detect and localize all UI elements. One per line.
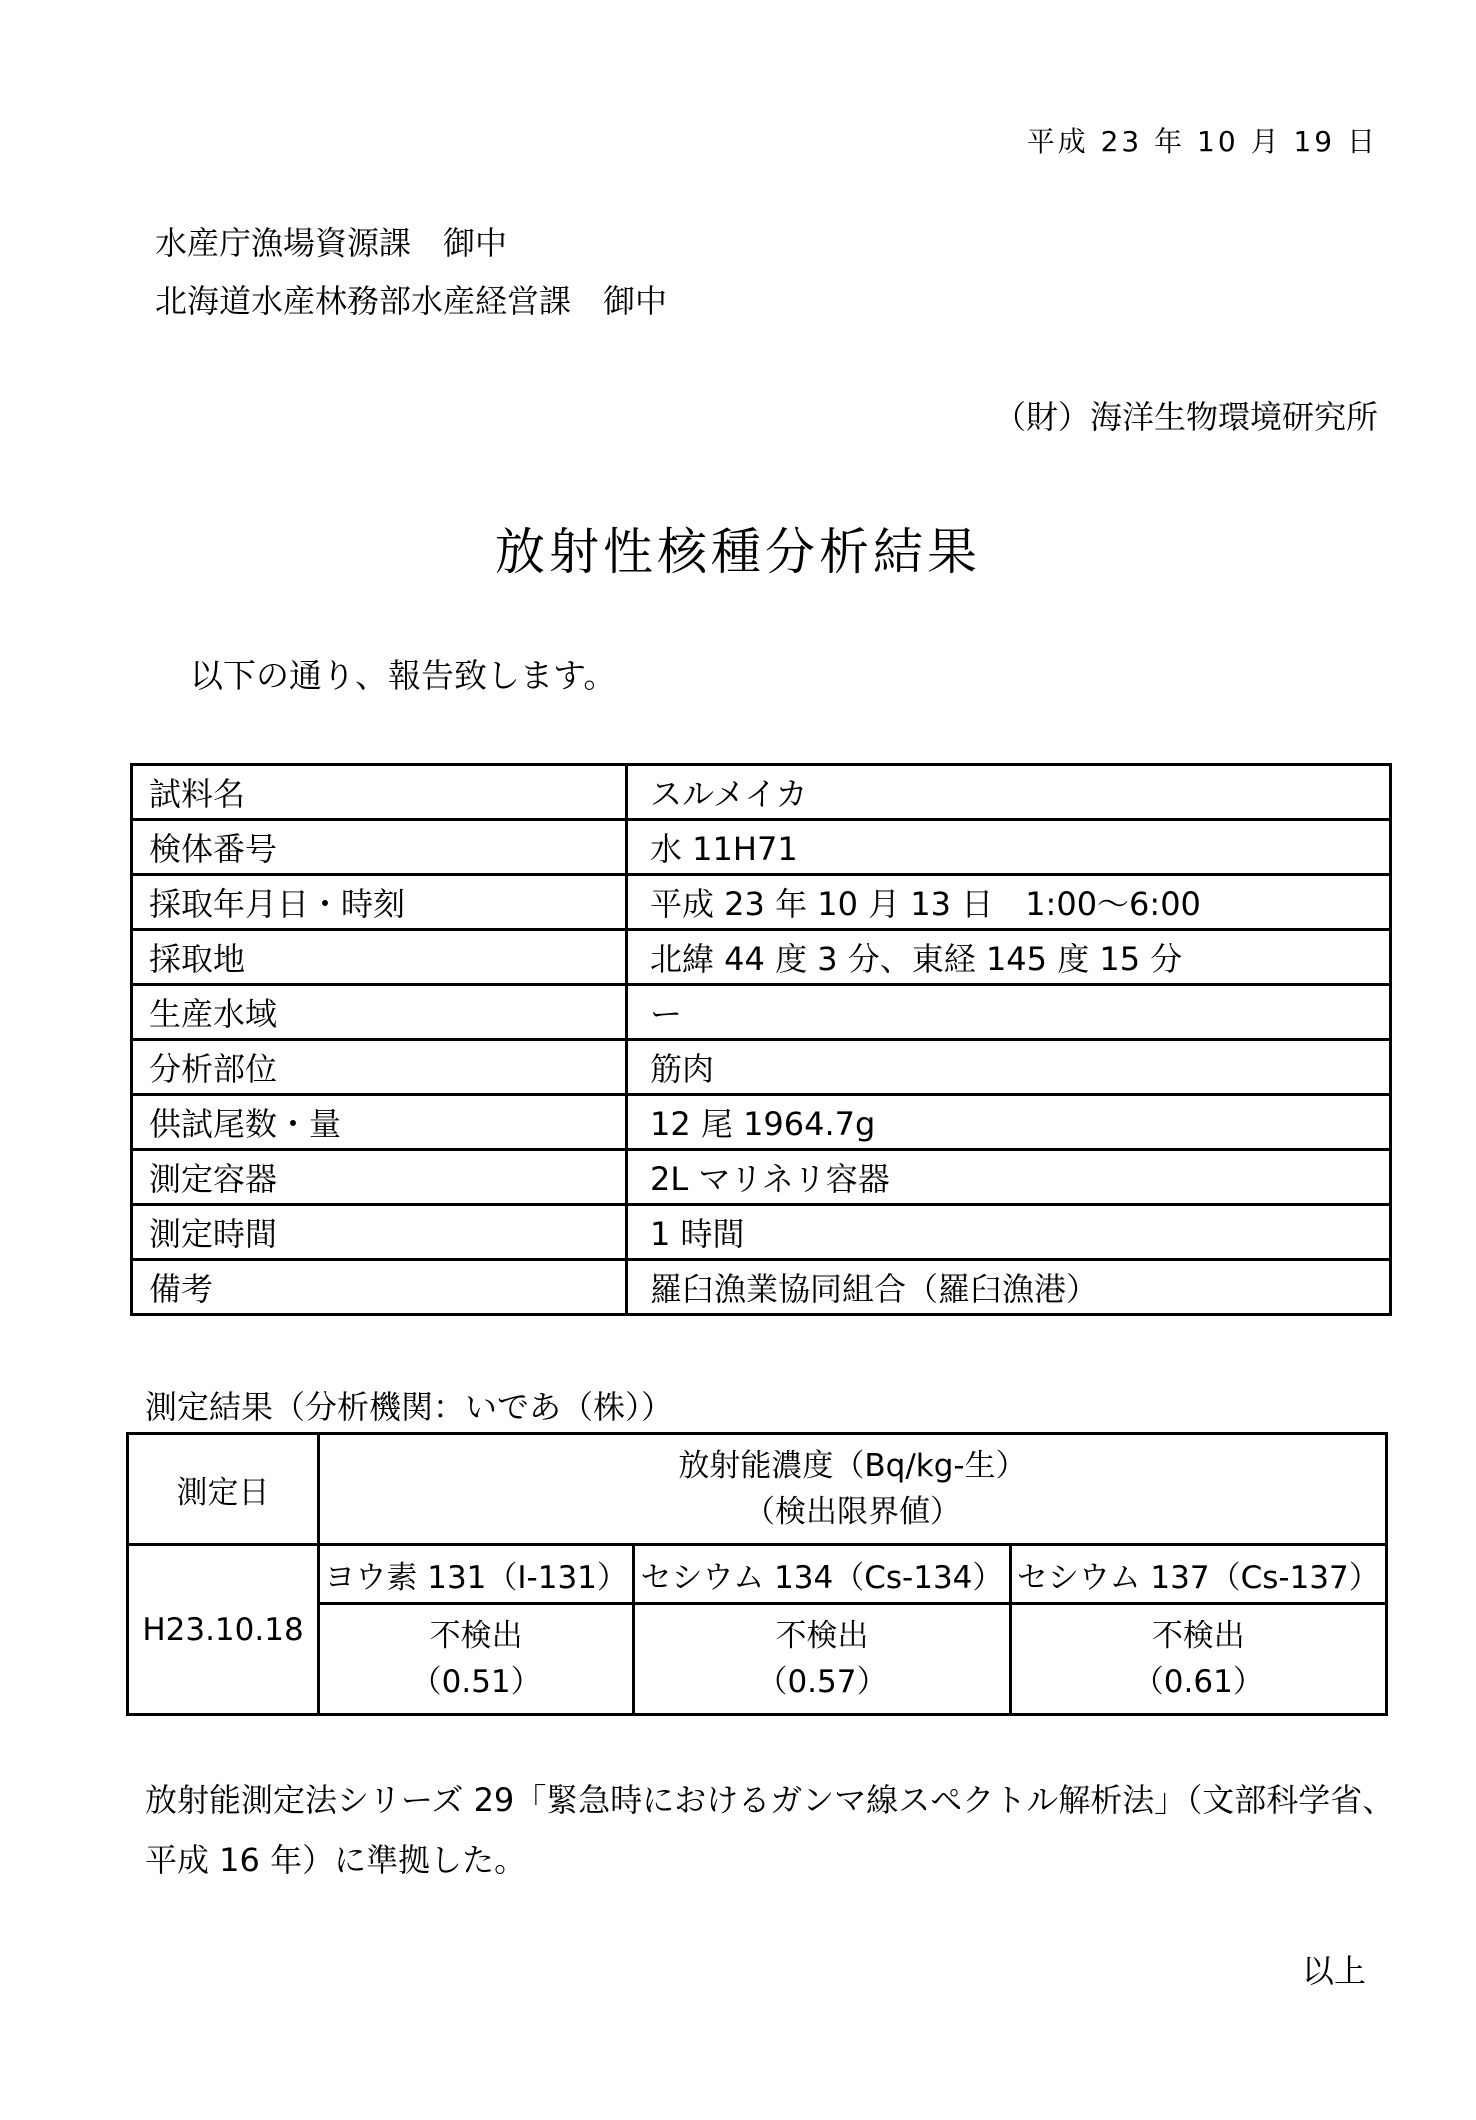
result-i131 (319, 1604, 634, 1715)
info-row (132, 1150, 1391, 1205)
addressee-1: 水産庁漁場資源課 御中 (155, 224, 508, 262)
measurement-date: H23.10.18 (128, 1545, 319, 1715)
isotope-i131: ヨウ素 131（I-131） (319, 1545, 634, 1604)
info-row (132, 765, 1391, 820)
info-row (132, 875, 1391, 930)
info-label: 採取年月日・時刻 (132, 875, 627, 930)
info-label: 試料名 (132, 765, 627, 820)
info-label: 測定容器 (132, 1150, 627, 1205)
info-label: 採取地 (132, 930, 627, 985)
limit-cs134: （0.57） (756, 1664, 888, 1700)
concentration-header-unit: 放射能濃度（Bq/kg-生） (678, 1448, 1027, 1484)
method-note: 放射能測定法シリーズ 29「緊急時におけるガンマ線スペクトル解析法」（文部科学省、平成 16 年）に準拠した。 (145, 1781, 1395, 1879)
status-i131: 不検出 (429, 1618, 523, 1654)
status-cs134: 不検出 (775, 1618, 869, 1654)
result-cs137 (1010, 1604, 1386, 1715)
info-label: 備考 (132, 1260, 627, 1315)
date-header: 測定日 (128, 1434, 319, 1545)
info-value: 筋肉 (627, 1040, 1391, 1095)
info-value: ー (627, 985, 1391, 1040)
info-label: 分析部位 (132, 1040, 627, 1095)
limit-i131: （0.51） (410, 1664, 542, 1700)
info-value: 北緯 44 度 3 分、東経 145 度 15 分 (627, 930, 1391, 985)
sample-info-table (130, 763, 1392, 1316)
info-value: 12 尾 1964.7g (627, 1095, 1391, 1150)
intro-text: 以下の通り、報告致します。 (190, 656, 617, 695)
info-row (132, 1095, 1391, 1150)
info-row (132, 985, 1391, 1040)
isotope-cs134: セシウム 134（Cs-134） (634, 1545, 1010, 1604)
result-cs134 (634, 1604, 1010, 1715)
info-row (132, 930, 1391, 985)
info-value: スルメイカ (627, 765, 1391, 820)
closing-mark: 以上 (1301, 1952, 1366, 1990)
results-caption: 測定結果（分析機関：いであ（株）） (145, 1388, 674, 1426)
info-value: 水 11H71 (627, 820, 1391, 875)
info-value: 1 時間 (627, 1205, 1391, 1260)
document-date: 平成 23 年 10 月 19 日 (1026, 125, 1378, 158)
isotope-cs137: セシウム 137（Cs-137） (1010, 1545, 1386, 1604)
info-row (132, 1205, 1391, 1260)
info-label: 供試尾数・量 (132, 1095, 627, 1150)
document-title: 放射性核種分析結果 (495, 523, 981, 581)
info-row (132, 1040, 1391, 1095)
info-label: 検体番号 (132, 820, 627, 875)
results-table (126, 1432, 1388, 1716)
concentration-header-limit: （検出限界値） (744, 1494, 961, 1530)
info-label: 生産水域 (132, 985, 627, 1040)
limit-cs137: （0.61） (1132, 1664, 1264, 1700)
info-row (132, 1260, 1391, 1315)
info-value: 2L マリネリ容器 (627, 1150, 1391, 1205)
addressee-2: 北海道水産林務部水産経営課 御中 (155, 282, 668, 320)
concentration-header (319, 1434, 1387, 1545)
info-value: 平成 23 年 10 月 13 日 1:00～6:00 (627, 875, 1391, 930)
info-label: 測定時間 (132, 1205, 627, 1260)
info-row (132, 820, 1391, 875)
sender: （財）海洋生物環境研究所 (993, 398, 1378, 436)
info-value: 羅臼漁業協同組合（羅臼漁港） (627, 1260, 1391, 1315)
status-cs137: 不検出 (1151, 1618, 1245, 1654)
